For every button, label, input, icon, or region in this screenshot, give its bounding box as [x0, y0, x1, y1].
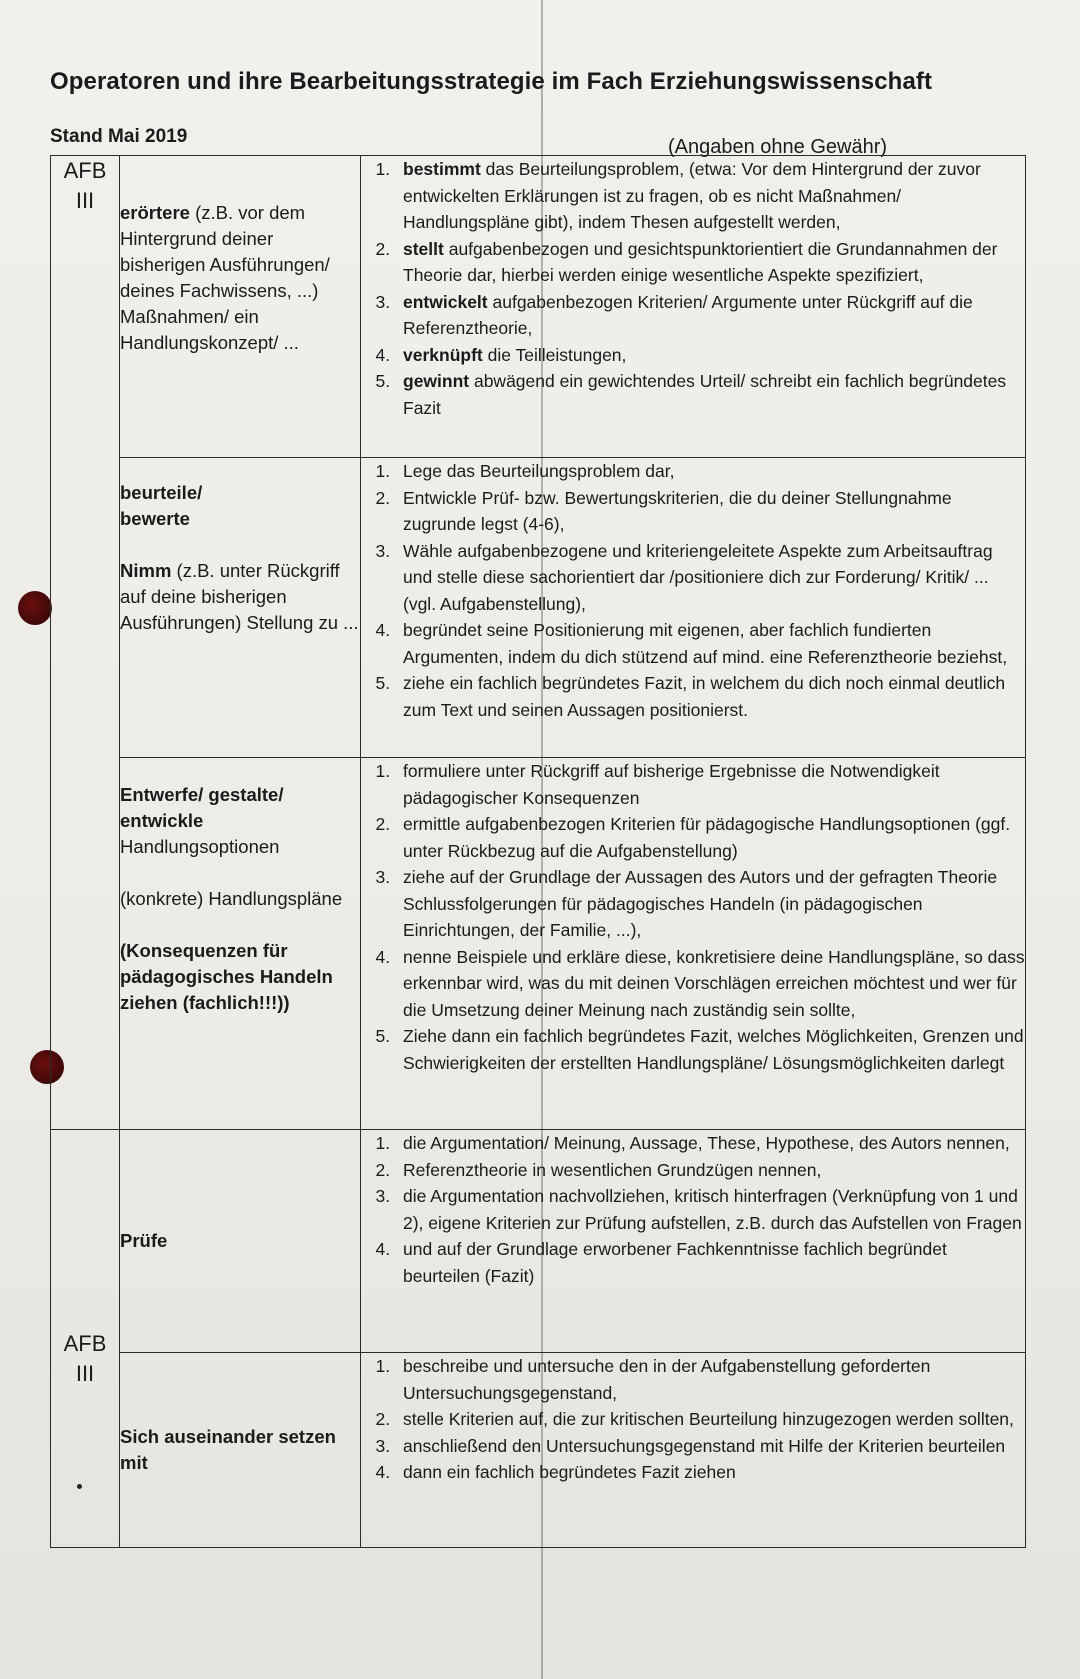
list-item: 4. dann ein fachlich begründetes Fazit ziehen	[395, 1459, 1025, 1486]
steps-cell	[361, 758, 1026, 1130]
step-text: aufgabenbezogen Kriterien/ Argumente unter Rückgriff auf die Referenztheorie,	[403, 291, 973, 338]
steps-cell	[361, 458, 1026, 758]
step-text: abwägend ein gewichtendes Urteil/ schreibt ein fachlich begründetes Fazit	[403, 371, 1007, 418]
operator-keyword: Prüfe	[120, 1230, 168, 1251]
list-item	[395, 342, 1025, 369]
list-item: 4. nenne Beispiele und erkläre diese, konkretisiere deine Handlungspläne, so dass erkennbar wird, was du mit deinen Vorschlägen erreichen möchtest und wer für die Umsetzung deiner Meinung nach zuständig sein sollte,	[395, 944, 1025, 1024]
afb-label: AFB	[63, 158, 107, 183]
date-label: Stand Mai 2019	[50, 126, 188, 147]
operator-text: (z.B. vor dem Hintergrund deiner bisherigen Ausführungen/ deines Fachwissens, ...) Maßnahmen/ ein Handlungskonzept/ ...	[120, 202, 330, 353]
step-text: das Beurteilungsproblem, (etwa: Vor dem Hintergrund der zuvor entwickelten Erklärungen ist zu fragen, ob es nicht Maßnahmen/ Handlungspläne gibt), indem Thesen aufgestellt werden,	[403, 159, 981, 232]
operator-keyword: Entwerfe/ gestalte/ entwickle	[120, 784, 284, 831]
operator-keyword: erörtere	[120, 202, 190, 223]
afb-label: AFB	[63, 1330, 107, 1356]
list-item: 2. ermittle aufgabenbezogen Kriterien für pädagogische Handlungsoptionen (ggf. unter Rückbezug auf die Aufgabenstellung)	[395, 811, 1025, 864]
list-item: 4. und auf der Grundlage erworbener Fachkenntnisse fachlich begründet beurteilen (Fazit)	[395, 1236, 1025, 1289]
table-row	[51, 1353, 1026, 1548]
steps-cell	[361, 156, 1026, 458]
afb-level: III	[75, 188, 95, 213]
operator-text: Handlungsoptionen	[120, 836, 280, 857]
steps-cell	[361, 1130, 1026, 1353]
operators-table	[50, 155, 1026, 1548]
step-keyword: gewinnt	[403, 371, 470, 391]
list-item: 3. ziehe auf der Grundlage der Aussagen des Autors und der gefragten Theorie Schlussfolgerungen für pädagogisches Handeln (in pädagogischen Einrichtungen, der Familie, ...),	[395, 864, 1025, 944]
list-item	[395, 236, 1025, 289]
operator-keyword-2: bewerte	[120, 508, 190, 529]
list-item	[395, 289, 1025, 342]
list-item: 1. Lege das Beurteilungsproblem dar,	[395, 458, 1025, 485]
punch-hole-top	[18, 591, 52, 625]
list-item: 5. Ziehe dann ein fachlich begründetes Fazit, welches Möglichkeiten, Grenzen und Schwierigkeiten der erstellten Handlungspläne/ Lösungsmöglichkeiten darlegt	[395, 1023, 1025, 1076]
step-text: aufgabenbezogen und gesichtspunktorientiert die Grundannahmen der Theorie dar, hierbei werden einige wesentliche Aspekte spezifiziert,	[403, 238, 998, 285]
steps-cell	[361, 1353, 1026, 1548]
list-item: 1. beschreibe und untersuche den in der Aufgabenstellung geforderten Untersuchungsgegenstand,	[395, 1353, 1025, 1406]
table-row	[51, 1130, 1026, 1353]
list-item	[395, 368, 1025, 421]
operator-text-3: (Konsequenzen für pädagogisches Handeln ziehen (fachlich!!!))	[120, 940, 333, 1013]
list-item: 3. anschließend den Untersuchungsgegenstand mit Hilfe der Kriterien beurteilen	[395, 1433, 1025, 1460]
list-item: 1. die Argumentation/ Meinung, Aussage, These, Hypothese, des Autors nennen,	[395, 1130, 1025, 1157]
list-item: 2. Entwickle Prüf- bzw. Bewertungskriterien, die du deiner Stellungnahme zugrunde legst (4-6),	[395, 485, 1025, 538]
afb-level: III	[75, 1360, 95, 1386]
operator-text: (z.B. unter Rückgriff auf deine bisherigen Ausführungen) Stellung zu ...	[120, 560, 359, 633]
step-text: die Teilleistungen,	[482, 344, 627, 365]
list-item: 3. Wähle aufgabenbezogene und kriteriengeleitete Aspekte zum Arbeitsauftrag und stelle diese sachorientiert dar /positioniere dich zur Forderung/ Kritik/ ... (vgl. Aufgabenstellung),	[395, 538, 1025, 618]
step-keyword: verknüpft	[403, 344, 483, 365]
operator-cell	[120, 156, 361, 458]
steps-list	[361, 1353, 1025, 1486]
disclaimer-label: (Angaben ohne Gewähr)	[668, 136, 888, 158]
steps-list	[361, 1130, 1025, 1289]
list-item: 3. die Argumentation nachvollziehen, kritisch hinterfragen (Verknüpfung von 1 und 2), eigene Kriterien zur Prüfung aufstellen, z.B. durch das Aufstellen von Fragen	[395, 1183, 1025, 1236]
step-keyword: entwickelt	[403, 291, 488, 312]
operator-text-2: (konkrete) Handlungspläne	[120, 888, 343, 909]
list-item: 1. formuliere unter Rückgriff auf bisherige Ergebnisse die Notwendigkeit pädagogischer Konsequenzen	[395, 758, 1025, 811]
table-row	[51, 458, 1026, 758]
step-keyword: bestimmt	[403, 159, 481, 179]
list-item: 4. begründet seine Positionierung mit eigenen, aber fachlich fundierten Argumenten, indem du dich stützend auf mind. eine Referenztheorie beziehst,	[395, 617, 1025, 670]
operator-cell	[120, 758, 361, 1130]
steps-list	[361, 458, 1025, 723]
table-row	[51, 758, 1026, 1130]
steps-list	[361, 758, 1025, 1076]
operator-cell	[120, 1130, 361, 1353]
operator-cell	[120, 458, 361, 758]
operator-keyword-3: Nimm	[120, 560, 172, 581]
operator-cell	[120, 1353, 361, 1548]
operator-keyword: Sich auseinander setzen mit	[120, 1426, 336, 1473]
afb-cell-2	[51, 1130, 120, 1548]
steps-list	[361, 156, 1025, 421]
list-item: 2. stelle Kriterien auf, die zur kritischen Beurteilung hinzugezogen werden sollten,	[395, 1406, 1025, 1433]
list-item	[395, 156, 1025, 236]
list-item: 2. Referenztheorie in wesentlichen Grundzügen nennen,	[395, 1157, 1025, 1184]
afb-cell-1	[51, 156, 120, 1130]
table-row	[51, 156, 1026, 458]
list-item: 5. ziehe ein fachlich begründetes Fazit, in welchem du dich noch einmal deutlich zum Text und seinen Aussagen positionierst.	[395, 670, 1025, 723]
step-keyword: stellt	[403, 238, 444, 259]
page-title: Operatoren und ihre Bearbeitungsstrategie im Fach Erziehungswissenschaft	[50, 68, 933, 95]
operator-keyword: beurteile/	[120, 482, 203, 503]
